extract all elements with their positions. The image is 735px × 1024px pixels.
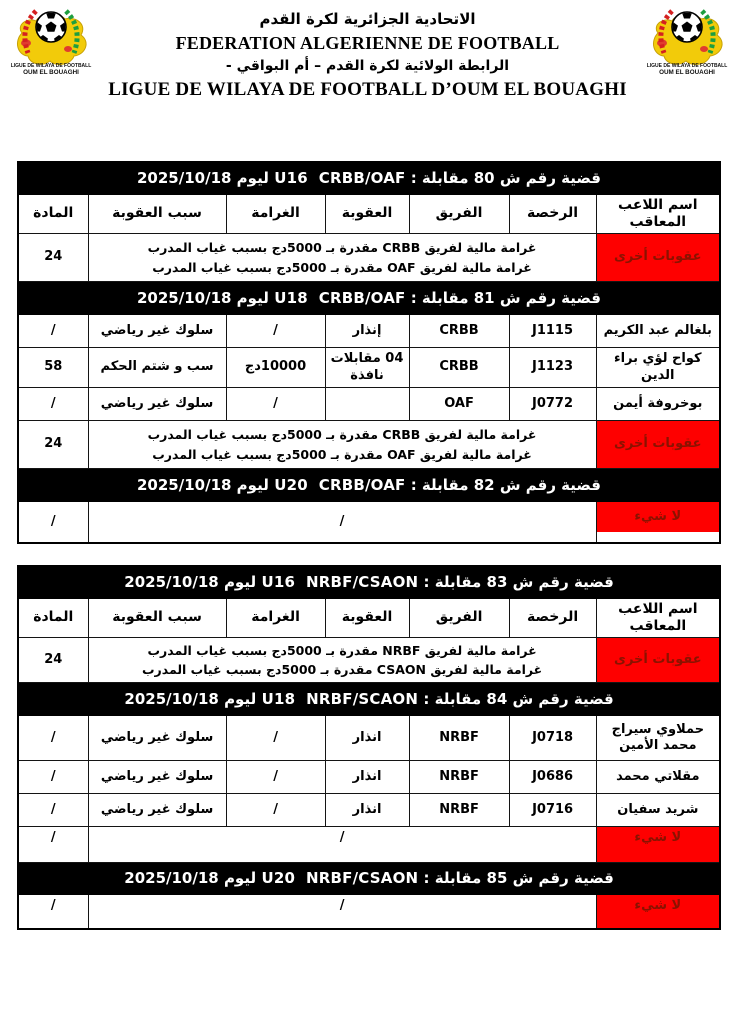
- case-table-crbb-oaf: [17, 161, 721, 544]
- team-cell: NRBF: [409, 716, 509, 761]
- license-cell: J0718: [509, 716, 596, 761]
- penalty-cell: انذار: [325, 761, 409, 794]
- col-license-header: الرخصة: [509, 599, 596, 638]
- nothing-label: لا شيء: [597, 502, 720, 532]
- col-article-header: المادة: [18, 599, 88, 638]
- fine-line: غرامة مالية لفريق OAF مقدرة بـ 5000دج بسبب غياب المدرب: [152, 259, 532, 275]
- empty-value-cell: /: [88, 502, 596, 544]
- col-article-header: المادة: [18, 195, 88, 234]
- fine-cell: 10000دج: [226, 348, 325, 388]
- table-row: [18, 761, 720, 794]
- team-cell: CRBB: [409, 315, 509, 348]
- penalty-cell: انذار: [325, 794, 409, 827]
- player-name-cell: شريد سفيان: [596, 794, 720, 827]
- case-header-80: [18, 162, 720, 195]
- case-table-nrbf-csaon: [17, 565, 721, 930]
- col-team-header: الفريق: [409, 195, 509, 234]
- team-fines-cell: [88, 421, 596, 469]
- reason-cell: سلوك غير رياضي: [88, 315, 226, 348]
- article-cell: /: [18, 761, 88, 794]
- penalty-cell: 04 مقابلات نافذة: [325, 348, 409, 388]
- case-header-81: [18, 282, 720, 315]
- logo-caption-line1: LIGUE DE WILAYA DE FOOTBALL: [646, 63, 728, 69]
- team-cell: NRBF: [409, 761, 509, 794]
- col-reason-header: سبب العقوبة: [88, 599, 226, 638]
- license-cell: J0716: [509, 794, 596, 827]
- table-row: [18, 716, 720, 761]
- article-cell: /: [18, 315, 88, 348]
- federation-title-arabic: الاتحادية الجزائرية لكرة القدم: [259, 10, 476, 28]
- article-cell: 24: [18, 421, 88, 469]
- case-header-84: [18, 683, 720, 716]
- table-row: [18, 794, 720, 827]
- table-row: [18, 315, 720, 348]
- license-cell: J1115: [509, 315, 596, 348]
- case-header-83: [18, 566, 720, 599]
- case-80-title: قضية رقم ش 80 مقابلة : U16 CRBB/OAF ليوم 2025/10/18: [18, 162, 720, 195]
- nothing-label: لا شيء: [596, 827, 720, 863]
- case-header-82: [18, 469, 720, 502]
- team-cell: NRBF: [409, 794, 509, 827]
- fine-cell: /: [226, 388, 325, 421]
- other-penalties-row-81: [18, 421, 720, 469]
- penalty-cell: [325, 388, 409, 421]
- team-cell: CRBB: [409, 348, 509, 388]
- case-84-title: قضية رقم ش 84 مقابلة : U18 NRBF/SCAON ليوم 2025/10/18: [18, 683, 720, 716]
- map-red-patch: [64, 46, 72, 52]
- logo-caption-line2: OUM EL BOUAGHI: [23, 69, 79, 76]
- table-row: [18, 348, 720, 388]
- case-85-title: قضية رقم ش 85 مقابلة : U20 NRBF/CSAON ليوم 2025/10/18: [18, 863, 720, 895]
- player-name-cell: حملاوي سيراج محمد الأمين: [596, 716, 720, 761]
- fine-line: غرامة مالية لفريق CSAON مقدرة بـ 5000دج بسبب غياب المدرب: [141, 662, 543, 677]
- map-red-patch: [700, 46, 708, 52]
- reason-cell: سلوك غير رياضي: [88, 761, 226, 794]
- case-81-title: قضية رقم ش 81 مقابلة : U18 CRBB/OAF ليوم 2025/10/18: [18, 282, 720, 315]
- fine-line: غرامة مالية لفريق CRBB مقدرة بـ 5000دج بسبب غياب المدرب: [147, 427, 537, 443]
- column-header-row: [18, 599, 720, 638]
- fine-line: غرامة مالية لفريق NRBF مقدرة بـ 5000دج بسبب غياب المدرب: [147, 642, 537, 658]
- other-penalties-row-83: [18, 638, 720, 683]
- league-title-french: LIGUE DE WILAYA DE FOOTBALL D’OUM EL BOUAGHI: [108, 79, 627, 100]
- league-logo-right: [643, 5, 731, 77]
- fine-line: غرامة مالية لفريق CRBB مقدرة بـ 5000دج بسبب غياب المدرب: [147, 240, 537, 256]
- col-fine-header: الغرامة: [226, 195, 325, 234]
- license-cell: J0686: [509, 761, 596, 794]
- logo-caption-line2: OUM EL BOUAGHI: [659, 69, 715, 76]
- logo-caption-line1: LIGUE DE WILAYA DE FOOTBALL: [10, 63, 92, 69]
- nothing-row-82: [18, 502, 720, 544]
- license-cell: J1123: [509, 348, 596, 388]
- player-name-cell: مقلاتي محمد: [596, 761, 720, 794]
- team-fines-cell: [88, 234, 596, 282]
- table-row: [18, 388, 720, 421]
- federation-title-french: FEDERATION ALGERIENNE DE FOOTBALL: [175, 33, 560, 53]
- team-cell: OAF: [409, 388, 509, 421]
- article-cell: 24: [18, 234, 88, 282]
- article-cell: /: [18, 388, 88, 421]
- article-cell: /: [18, 502, 88, 544]
- case-header-85: [18, 863, 720, 895]
- fine-cell: /: [226, 716, 325, 761]
- col-player-header: اسم اللاعب المعاقب: [596, 599, 720, 638]
- col-player-header: اسم اللاعب المعاقب: [596, 195, 720, 234]
- player-name-cell: كواح لؤي براء الدين: [596, 348, 720, 388]
- license-cell: J0772: [509, 388, 596, 421]
- col-penalty-header: العقوبة: [325, 195, 409, 234]
- case-82-title: قضية رقم ش 82 مقابلة : U20 CRBB/OAF ليوم 2025/10/18: [18, 469, 720, 502]
- league-logo-left: [7, 5, 95, 77]
- player-name-cell: بلغالم عبد الكريم: [596, 315, 720, 348]
- other-penalties-label: عقوبات أخرى: [596, 638, 720, 683]
- team-fines-cell: [88, 638, 596, 683]
- fine-line: غرامة مالية لفريق OAF مقدرة بـ 5000دج بسبب غياب المدرب: [152, 446, 532, 462]
- reason-cell: سلوك غير رياضي: [88, 388, 226, 421]
- nothing-row-84: [18, 827, 720, 863]
- other-penalties-label: عقوبات أخرى: [596, 234, 720, 282]
- nothing-label: لا شيء: [596, 895, 720, 930]
- nothing-row-85: [18, 895, 720, 930]
- league-title-arabic: الرابطة الولائية لكرة القدم – أم البواقي -: [225, 58, 510, 74]
- reason-cell: سلوك غير رياضي: [88, 716, 226, 761]
- article-cell: /: [18, 895, 88, 930]
- penalty-cell: انذار: [325, 716, 409, 761]
- fine-cell: /: [226, 794, 325, 827]
- col-license-header: الرخصة: [509, 195, 596, 234]
- player-name-cell: بوخروفة أيمن: [596, 388, 720, 421]
- column-header-row: [18, 195, 720, 234]
- article-cell: 58: [18, 348, 88, 388]
- other-penalties-row-80: [18, 234, 720, 282]
- case-83-title: قضية رقم ش 83 مقابلة : U16 NRBF/CSAON ليوم 2025/10/18: [18, 566, 720, 599]
- empty-value-cell: /: [88, 895, 596, 930]
- col-reason-header: سبب العقوبة: [88, 195, 226, 234]
- col-penalty-header: العقوبة: [325, 599, 409, 638]
- reason-cell: سلوك غير رياضي: [88, 794, 226, 827]
- fine-cell: /: [226, 761, 325, 794]
- article-cell: /: [18, 794, 88, 827]
- penalty-cell: إنذار: [325, 315, 409, 348]
- article-cell: /: [18, 827, 88, 863]
- article-cell: 24: [18, 638, 88, 683]
- article-cell: /: [18, 716, 88, 761]
- page-header: [0, 0, 735, 104]
- col-team-header: الفريق: [409, 599, 509, 638]
- col-fine-header: الغرامة: [226, 599, 325, 638]
- empty-value-cell: /: [88, 827, 596, 863]
- nothing-label-cell: [596, 502, 720, 544]
- fine-cell: /: [226, 315, 325, 348]
- other-penalties-label: عقوبات أخرى: [596, 421, 720, 469]
- reason-cell: سب و شتم الحكم: [88, 348, 226, 388]
